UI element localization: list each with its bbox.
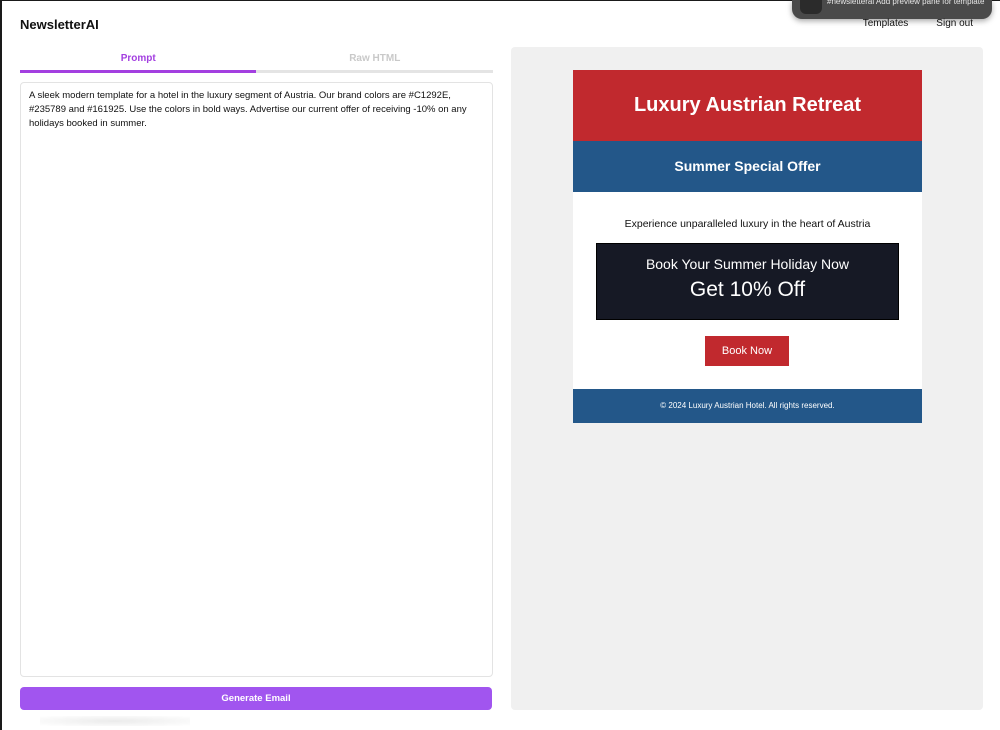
notification-text: #newsletterai Add preview pane for template	[827, 0, 985, 6]
prompt-textarea[interactable]: A sleek modern template for a hotel in the luxury segment of Austria. Our brand colors are #C1292E, #235789 and #161925. Use the colors in bold ways. Advertise our current offer of receiving -10% on any holidays booked in summer.	[20, 82, 493, 677]
offer-headline: Book Your Summer Holiday Now	[645, 256, 850, 272]
active-tab-indicator	[20, 70, 256, 73]
app-title: NewsletterAI	[20, 17, 99, 32]
nav-sign-out-link[interactable]: Sign out	[936, 18, 973, 29]
notification-toast[interactable]	[792, 0, 992, 19]
generate-email-button[interactable]: Generate Email	[20, 687, 492, 710]
editor-tabs	[20, 48, 493, 73]
tab-raw-html[interactable]: Raw HTML	[349, 53, 401, 64]
offer-box	[596, 243, 899, 320]
email-preview	[573, 70, 922, 423]
notification-app-icon	[800, 0, 822, 14]
tab-prompt[interactable]: Prompt	[120, 53, 156, 64]
email-tagline: Experience unparalleled luxury in the heart of Austria	[624, 218, 871, 230]
top-nav	[863, 18, 973, 29]
decorative-shadow	[40, 716, 190, 726]
email-subheader: Summer Special Offer	[573, 141, 922, 192]
email-header-title: Luxury Austrian Retreat	[573, 70, 922, 141]
nav-templates-link[interactable]: Templates	[862, 18, 909, 29]
editor-panel	[20, 48, 493, 710]
preview-panel	[511, 47, 983, 710]
email-body	[573, 192, 922, 389]
book-now-button[interactable]: Book Now	[705, 336, 789, 366]
email-footer: © 2024 Luxury Austrian Hotel. All rights reserved.	[573, 389, 922, 423]
offer-discount: Get 10% Off	[689, 278, 806, 301]
